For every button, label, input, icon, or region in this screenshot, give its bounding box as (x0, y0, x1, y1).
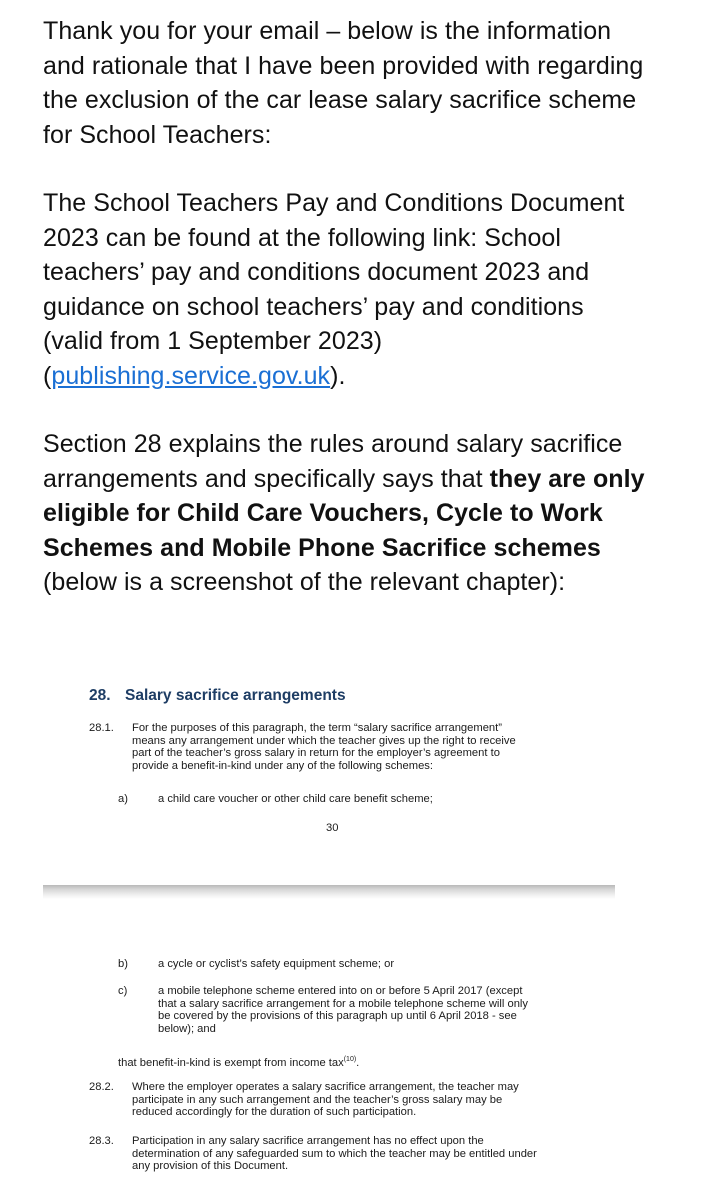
page-number: 30 (326, 822, 339, 834)
text-line: means any arrangement under which the teacher gives up the right to receive (132, 734, 516, 747)
text-line: Section 28 explains the rules around salary sacrifice (43, 430, 623, 458)
email-body (43, 14, 703, 634)
text-line: guidance on school teachers’ pay and conditions (43, 292, 584, 321)
text-line: a mobile telephone scheme entered into on or before 5 April 2017 (except (158, 985, 523, 997)
text-line: determination of any safeguarded sum to which the teacher may be entitled under (132, 1147, 537, 1160)
paragraph-number-28-2: 28.2. (89, 1081, 114, 1093)
paragraph-28-2 (132, 1081, 602, 1119)
document-screenshot (0, 660, 723, 1200)
item-c (158, 985, 608, 1035)
link-close-paren: ). (330, 361, 346, 390)
footnote-reference: (10) (343, 1056, 357, 1063)
paragraph-number-28-1: 28.1. (89, 722, 114, 734)
text-bold: they are only (489, 464, 645, 493)
text-line: reduced accordingly for the duration of such participation. (132, 1106, 417, 1119)
text-line: and rationale that I have been provided with regarding (43, 51, 644, 80)
paragraph-number-28-3: 28.3. (89, 1135, 114, 1147)
page-break-divider (43, 885, 615, 899)
text-line-bold: Schemes and Mobile Phone Sacrifice schemes (43, 533, 601, 562)
email-paragraph-section-28 (43, 427, 703, 600)
item-a: a child care voucher or other child care benefit scheme; (158, 793, 433, 805)
text-line: For the purposes of this paragraph, the term “salary sacrifice arrangement” (132, 722, 502, 734)
paragraph-28-3 (132, 1135, 602, 1173)
text-line (43, 462, 703, 497)
text-line: any provision of this Document. (132, 1160, 289, 1173)
text-line: be covered by the provisions of this paragraph up until 6 April 2018 - see (158, 1010, 517, 1023)
link-open-paren: ( (43, 361, 52, 390)
text-line: participate in any such arrangement and the teacher’s gross salary may be (132, 1093, 503, 1106)
text-line: provide a benefit-in-kind under any of the following schemes: (132, 759, 433, 772)
email-paragraph-document-link (43, 186, 703, 393)
text-line (43, 359, 703, 394)
text-line: Thank you for your email – below is the information (43, 17, 612, 45)
section-title: Salary sacrifice arrangements (125, 687, 346, 704)
text-line: (below is a screenshot of the relevant chapter): (43, 568, 566, 596)
text-line: 2023 can be found at the following link: School (43, 223, 561, 252)
email-paragraph-intro (43, 14, 703, 152)
text-line: Where the employer operates a salary sacrifice arrangement, the teacher may (132, 1081, 519, 1093)
exempt-statement (118, 1054, 588, 1070)
item-b: a cycle or cyclist’s safety equipment scheme; or (158, 958, 395, 970)
text-line: below); and (158, 1022, 216, 1035)
text-line: Participation in any salary sacrifice arrangement has no effect upon the (132, 1135, 484, 1147)
text-line: the exclusion of the car lease salary sacrifice scheme (43, 86, 637, 114)
publishing-service-link[interactable]: publishing.service.gov.uk (51, 361, 331, 390)
paragraph-28-1 (132, 722, 602, 772)
section-heading (89, 687, 346, 704)
text-line: The School Teachers Pay and Conditions Document (43, 189, 625, 217)
section-number: 28. (89, 687, 111, 704)
item-letter-c: c) (118, 985, 128, 997)
text-line: that a salary sacrifice arrangement for a mobile telephone scheme will only (158, 997, 528, 1010)
text-line: part of the teacher’s gross salary in return for the employer’s agreement to (132, 747, 500, 760)
text-line: for School Teachers: (43, 120, 272, 149)
text-line: teachers’ pay and conditions document 2023 and (43, 258, 590, 286)
exempt-end: . (356, 1057, 360, 1069)
exempt-text: that benefit-in-kind is exempt from income tax (118, 1057, 344, 1069)
text-normal: arrangements and specifically says that (43, 464, 490, 493)
text-line-bold: eligible for Child Care Vouchers, Cycle to Work (43, 499, 603, 527)
text-line: (valid from 1 September 2023) (43, 327, 383, 355)
item-letter-b: b) (118, 958, 128, 970)
item-letter-a: a) (118, 793, 128, 805)
